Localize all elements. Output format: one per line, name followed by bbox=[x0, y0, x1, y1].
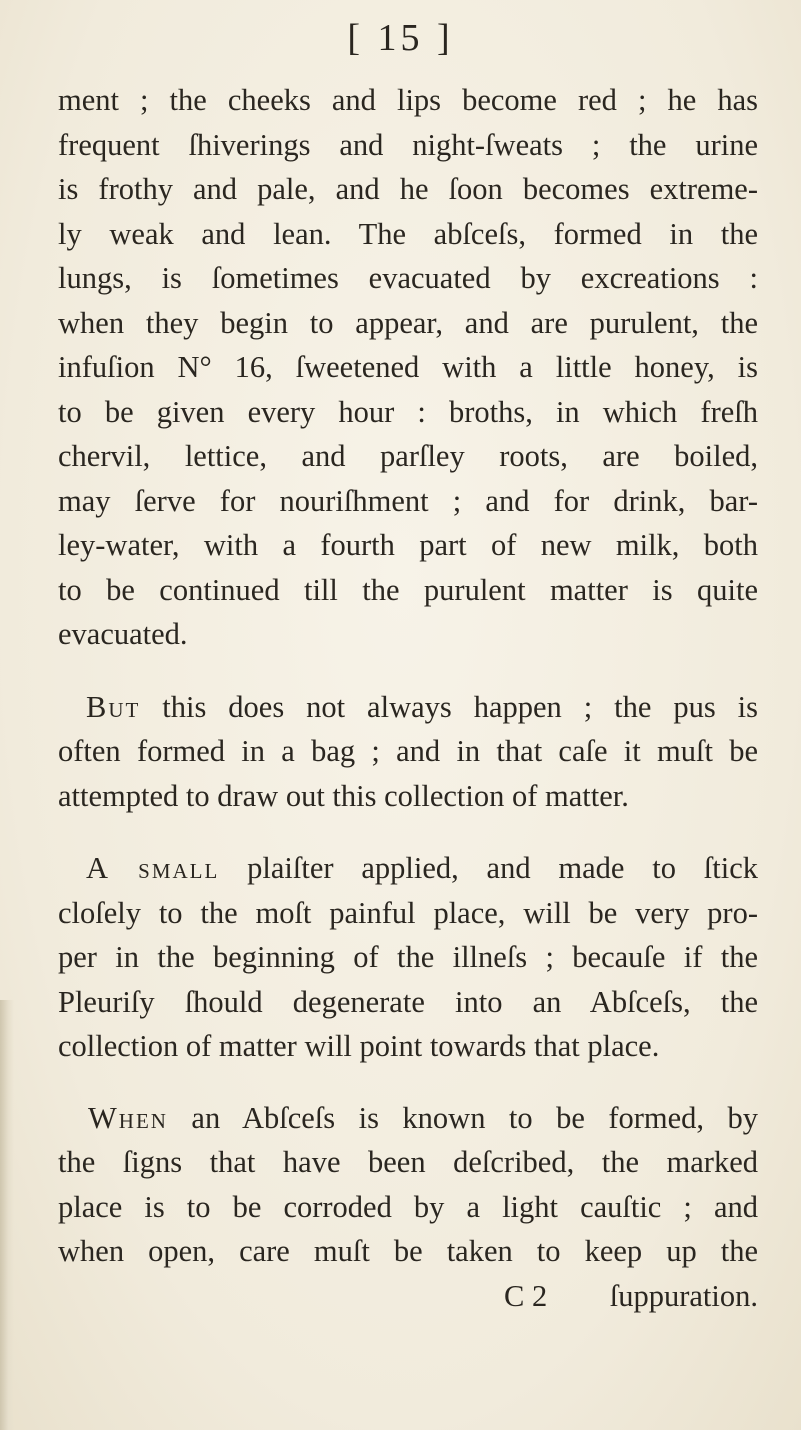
paragraph-gap bbox=[58, 657, 758, 685]
text-line: is frothy and pale, and he ſoon becomes extreme- bbox=[58, 172, 758, 206]
catchword: ſuppuration. bbox=[609, 1278, 758, 1313]
paragraph-gap bbox=[58, 818, 758, 846]
paragraph-2 bbox=[58, 685, 758, 819]
text-line: when open, care muſt be taken to keep up the bbox=[58, 1234, 758, 1268]
text-line: place is to be corroded by a light cauſtic ; and bbox=[58, 1189, 758, 1224]
text-line: often formed in a bag ; and in that caſe it muſt be bbox=[58, 734, 758, 768]
page-number: [ 15 ] bbox=[347, 17, 454, 59]
text-line: ment ; the cheeks and lips become red ; he has bbox=[58, 83, 758, 117]
text-line bbox=[58, 685, 758, 730]
lead-word: But bbox=[86, 689, 141, 724]
lead-word: A small bbox=[86, 851, 220, 885]
paragraph-3 bbox=[58, 846, 758, 1069]
text-line: collection of matter will point towards that place. bbox=[58, 1029, 660, 1063]
text-line: frequent ſhiverings and night-ſweats ; the urine bbox=[58, 127, 758, 162]
text-line: chervil, lettice, and parſley roots, are boiled, bbox=[58, 439, 758, 473]
text-line: to be given every hour : broths, in which freſh bbox=[58, 394, 758, 429]
text-line: may ſerve for nouriſhment ; and for drink, bar- bbox=[58, 483, 758, 518]
text-line bbox=[58, 846, 758, 891]
text-line: when they begin to appear, and are purulent, the bbox=[58, 305, 758, 340]
text-line: ley-water, with a fourth part of new milk, both bbox=[58, 528, 758, 562]
lead-line-rest: an Abſceſs is known to be formed, by bbox=[167, 1100, 758, 1135]
text-line: lungs, is ſometimes evacuated by excreations : bbox=[58, 261, 758, 295]
lead-line-rest: this does not always happen ; the pus is bbox=[140, 689, 758, 724]
page-edge-shadow bbox=[0, 1000, 14, 1430]
footer-line bbox=[58, 1274, 758, 1319]
text-line: cloſely to the moſt painful place, will be very pro- bbox=[58, 895, 758, 930]
text-line: per in the beginning of the illneſs ; becauſe if the bbox=[58, 940, 758, 974]
text-line: Pleuriſy ſhould degenerate into an Abſceſs, the bbox=[58, 984, 758, 1019]
body-text bbox=[58, 78, 758, 1318]
text-line: attempted to draw out this collection of matter. bbox=[58, 778, 629, 813]
paragraph-gap bbox=[58, 1069, 758, 1096]
paragraph-1 bbox=[58, 78, 758, 657]
text-line: ly weak and lean. The abſceſs, formed in the bbox=[58, 216, 758, 251]
text-line: to be continued till the purulent matter is quite bbox=[58, 572, 758, 607]
paragraph-4 bbox=[58, 1096, 758, 1274]
lead-line-rest: plaiſter applied, and made to ſtick bbox=[219, 851, 758, 885]
signature-mark: C 2 bbox=[504, 1278, 548, 1313]
text-line: evacuated. bbox=[58, 617, 188, 651]
lead-word: When bbox=[88, 1100, 168, 1135]
text-line bbox=[58, 1096, 758, 1141]
text-line: infuſion N° 16, ſweetened with a little honey, is bbox=[58, 350, 758, 384]
text-line: the ſigns that have been deſcribed, the marked bbox=[58, 1145, 758, 1179]
